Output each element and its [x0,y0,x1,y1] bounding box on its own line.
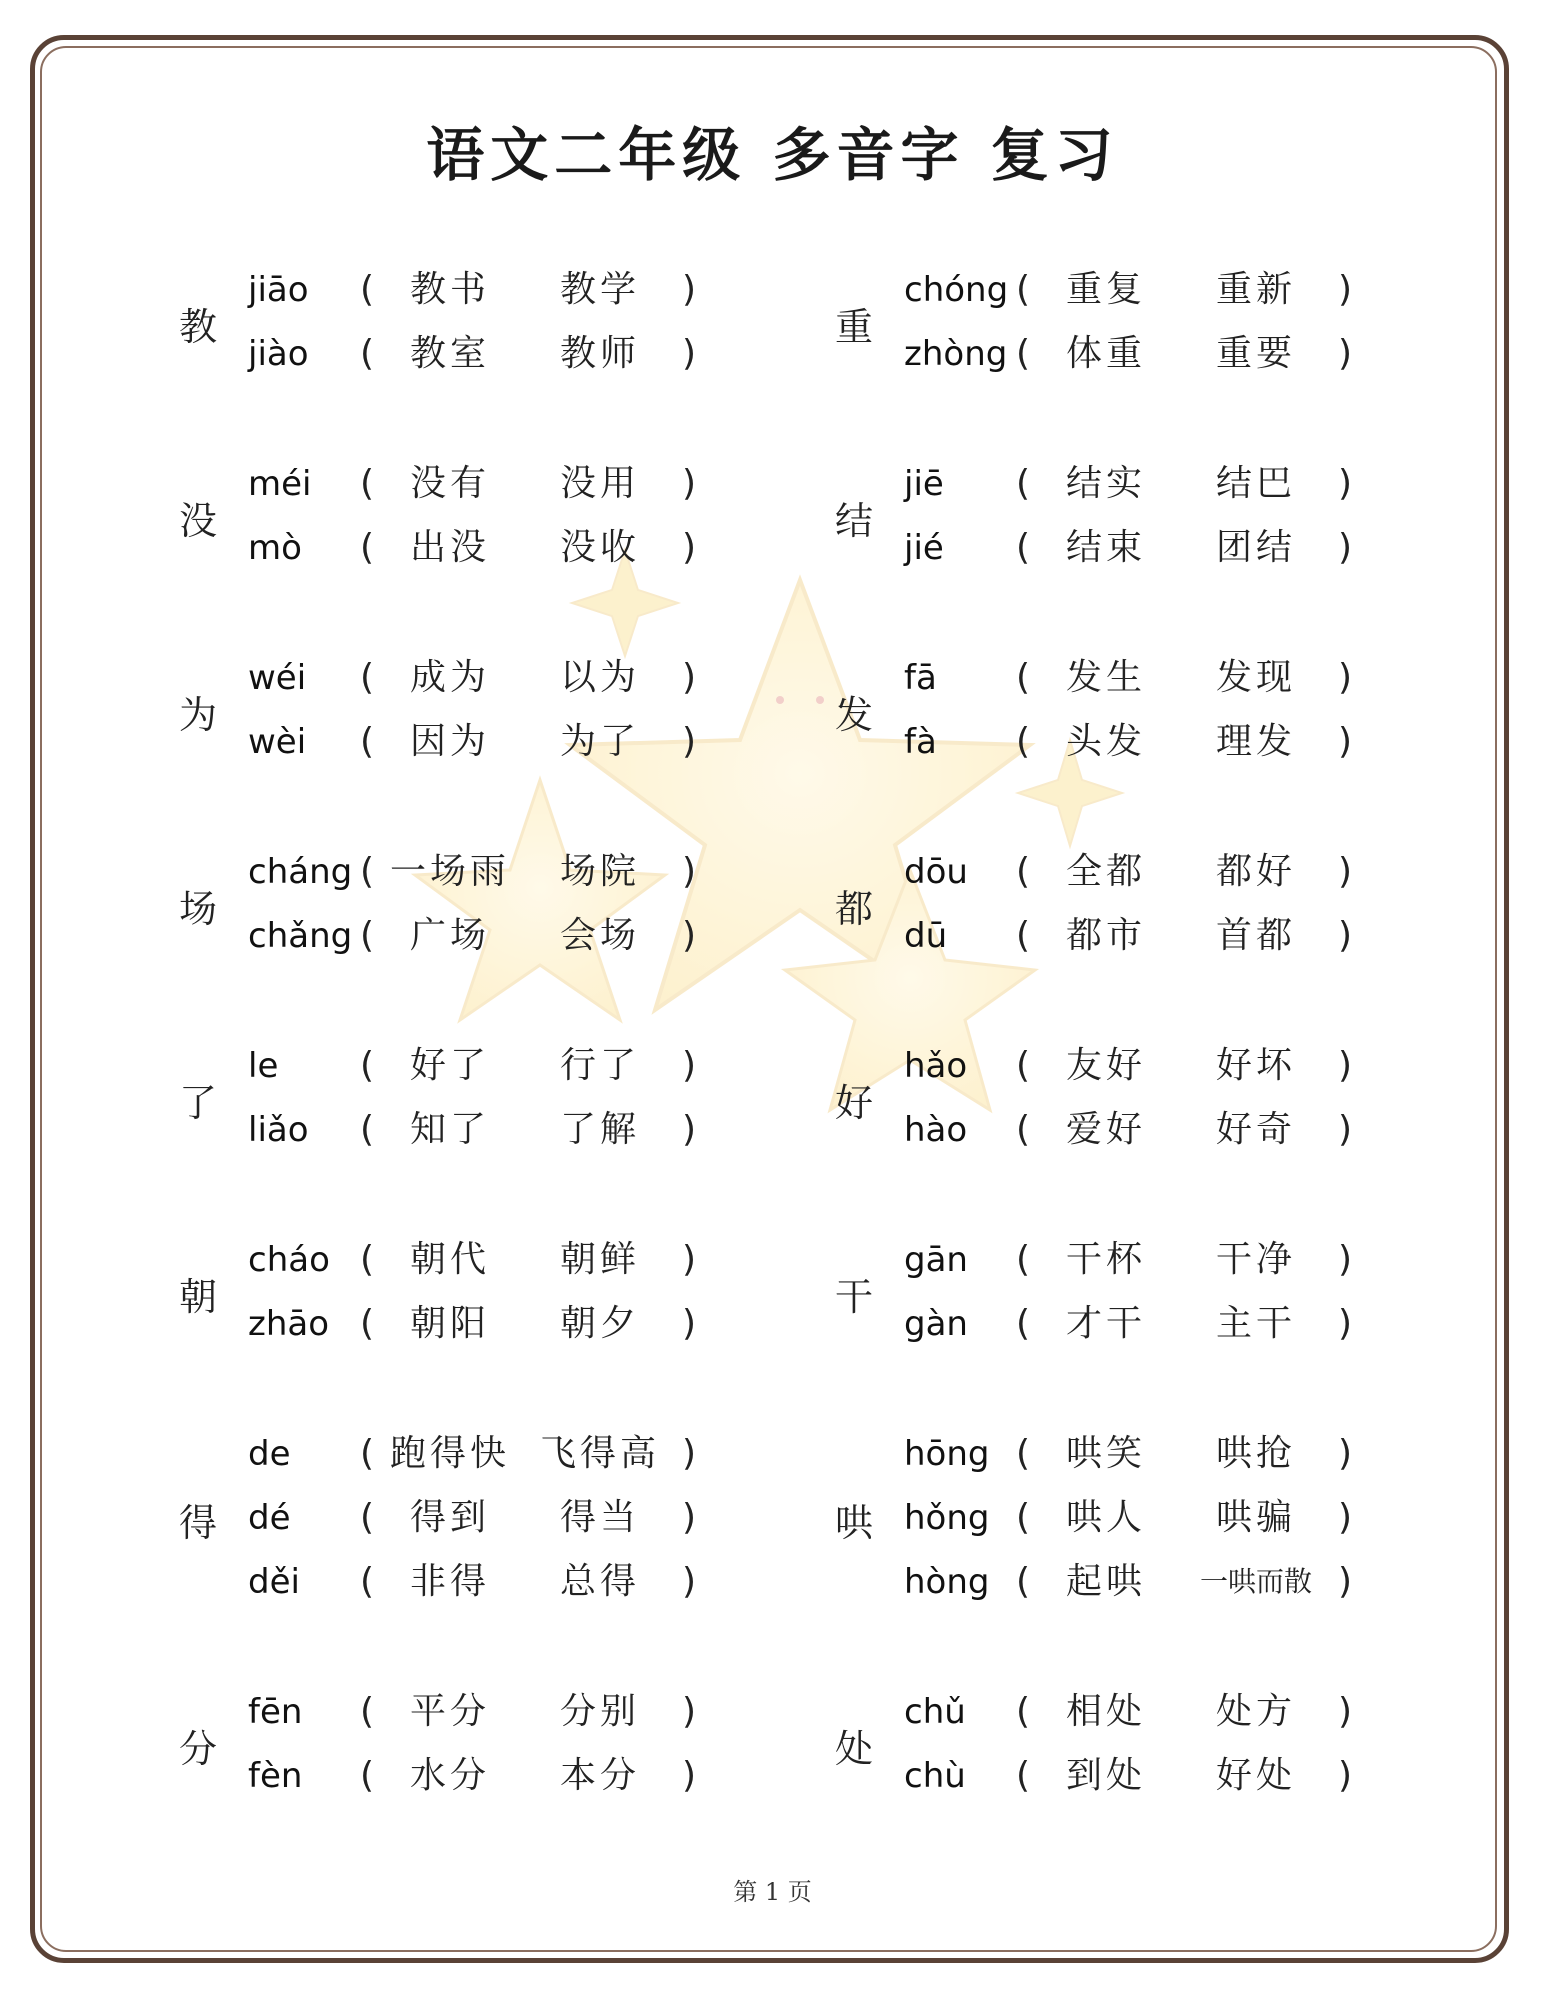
polyphonic-char: 教 [178,305,217,349]
polyphonic-char: 都 [834,887,873,931]
close-paren: ) [1338,851,1353,892]
example-word: 到处 [1065,1755,1146,1796]
polyphonic-char: 了 [178,1081,217,1125]
example-word: 会场 [559,915,640,956]
example-word: 哄骗 [1215,1497,1296,1538]
pinyin: hào [904,1110,968,1150]
polyphonic-char: 重 [834,305,873,349]
example-word: 好奇 [1215,1109,1296,1150]
reading-row [170,1098,730,1162]
close-paren: ) [682,463,697,504]
close-paren: ) [1338,721,1353,762]
reading-row [826,1422,1386,1486]
open-paren: ( [360,1433,375,1474]
pinyin: dōu [904,852,968,892]
pinyin: zhòng [904,334,1008,374]
example-word: 结巴 [1215,463,1296,504]
example-word: 教书 [409,269,490,310]
close-paren: ) [682,721,697,762]
reading-row [170,710,730,774]
open-paren: ( [360,1497,375,1538]
reading-row [170,1034,730,1098]
close-paren: ) [1338,1497,1353,1538]
example-word: 重要 [1215,333,1296,374]
pinyin: chóng [904,270,1009,310]
reading-row [826,1550,1386,1614]
open-paren: ( [1016,527,1031,568]
reading-row [826,710,1386,774]
polyphonic-char: 朝 [178,1275,217,1319]
example-word: 理发 [1215,721,1296,762]
example-word: 出没 [409,527,490,568]
example-word: 结实 [1065,463,1146,504]
pinyin: hǒng [904,1498,990,1538]
close-paren: ) [682,333,697,374]
example-word: 团结 [1215,527,1296,568]
close-paren: ) [682,1303,697,1344]
pinyin: de [248,1434,291,1474]
close-paren: ) [682,851,697,892]
example-word: 发现 [1215,657,1296,698]
pinyin: wéi [248,658,307,698]
open-paren: ( [1016,1691,1031,1732]
example-word: 平分 [409,1691,490,1732]
example-word: 非得 [409,1561,490,1602]
close-paren: ) [1338,269,1353,310]
example-word: 朝鲜 [559,1239,640,1280]
example-word: 跑得快 [390,1433,511,1474]
example-word: 处方 [1215,1691,1296,1732]
reading-row [826,1098,1386,1162]
polyphonic-char: 好 [834,1081,873,1125]
open-paren: ( [1016,1303,1031,1344]
pinyin: jié [904,528,944,568]
close-paren: ) [682,1691,697,1732]
polyphonic-char: 场 [178,887,217,931]
example-word: 爱好 [1065,1109,1146,1150]
example-word: 本分 [559,1755,640,1796]
open-paren: ( [1016,1433,1031,1474]
polyphonic-char: 处 [834,1727,873,1771]
pinyin: fà [904,722,937,762]
reading-row [170,1228,730,1292]
polyphonic-char: 结 [834,499,873,543]
example-word: 主干 [1215,1303,1296,1344]
example-word: 朝夕 [559,1303,640,1344]
open-paren: ( [1016,1755,1031,1796]
close-paren: ) [1338,915,1353,956]
reading-row [170,1744,730,1808]
example-word: 重新 [1215,269,1296,310]
reading-row [826,1744,1386,1808]
reading-row [826,904,1386,968]
pinyin: dé [248,1498,291,1538]
open-paren: ( [360,1109,375,1150]
polyphonic-char: 哄 [834,1501,873,1545]
example-word: 都好 [1215,851,1296,892]
example-word: 总得 [559,1561,640,1602]
reading-row [826,516,1386,580]
close-paren: ) [1338,333,1353,374]
example-word: 友好 [1065,1045,1146,1086]
pinyin: fēn [248,1692,303,1732]
reading-row [170,1292,730,1356]
page-title: 语文二年级 多音字 复习 [426,121,1119,189]
pinyin: gàn [904,1304,968,1344]
example-word: 一哄而散 [1199,1565,1312,1598]
open-paren: ( [1016,1109,1031,1150]
close-paren: ) [1338,1691,1353,1732]
reading-row [170,1486,730,1550]
open-paren: ( [1016,851,1031,892]
example-word: 一场雨 [390,851,511,892]
reading-row [826,646,1386,710]
pinyin: jiē [904,464,944,504]
example-word: 起哄 [1065,1561,1146,1602]
example-word: 得到 [409,1497,490,1538]
example-word: 干杯 [1065,1239,1146,1280]
reading-row [170,904,730,968]
example-word: 相处 [1065,1691,1146,1732]
open-paren: ( [1016,1561,1031,1602]
example-word: 成为 [409,657,490,698]
open-paren: ( [1016,1045,1031,1086]
example-word: 知了 [409,1109,490,1150]
example-word: 教师 [559,333,640,374]
pinyin: hòng [904,1562,990,1602]
close-paren: ) [1338,1109,1353,1150]
close-paren: ) [682,1755,697,1796]
close-paren: ) [1338,1755,1353,1796]
reading-row [826,840,1386,904]
close-paren: ) [1338,1433,1353,1474]
example-word: 因为 [409,721,490,762]
pinyin: hǎo [904,1046,968,1086]
pinyin: wèi [248,722,307,762]
close-paren: ) [682,1045,697,1086]
example-word: 广场 [409,915,490,956]
polyphonic-char: 发 [834,693,873,737]
polyphonic-char: 得 [178,1501,217,1545]
example-word: 朝代 [409,1239,490,1280]
example-word: 哄人 [1065,1497,1146,1538]
reading-row [170,452,730,516]
example-word: 哄笑 [1065,1433,1146,1474]
pinyin: jiào [248,334,309,374]
example-word: 教室 [409,333,490,374]
close-paren: ) [1338,527,1353,568]
example-word: 好处 [1215,1755,1296,1796]
example-word: 水分 [409,1755,490,1796]
open-paren: ( [1016,1497,1031,1538]
open-paren: ( [360,915,375,956]
example-word: 才干 [1065,1303,1146,1344]
example-word: 得当 [559,1497,640,1538]
open-paren: ( [360,463,375,504]
pinyin: děi [248,1562,300,1602]
reading-row [826,1486,1386,1550]
reading-row [826,1228,1386,1292]
polyphonic-char: 干 [834,1275,873,1319]
open-paren: ( [360,527,375,568]
example-word: 发生 [1065,657,1146,698]
page-number: 第 1 页 [733,1878,812,1906]
pinyin: cháng [248,852,353,892]
pinyin: liǎo [248,1110,309,1150]
reading-row [170,1422,730,1486]
close-paren: ) [1338,1303,1353,1344]
close-paren: ) [682,1561,697,1602]
pinyin: fā [904,658,937,698]
close-paren: ) [682,1239,697,1280]
example-word: 首都 [1215,915,1296,956]
example-word: 好了 [409,1045,490,1086]
open-paren: ( [360,851,375,892]
pinyin: hōng [904,1434,990,1474]
pinyin: dū [904,916,948,956]
example-word: 分别 [559,1691,640,1732]
example-word: 以为 [559,657,640,698]
close-paren: ) [682,657,697,698]
open-paren: ( [360,1755,375,1796]
example-word: 场院 [559,851,640,892]
open-paren: ( [360,1303,375,1344]
example-word: 干净 [1215,1239,1296,1280]
example-word: 头发 [1065,721,1146,762]
reading-row [170,322,730,386]
close-paren: ) [1338,1239,1353,1280]
example-word: 教学 [559,269,640,310]
pinyin: chǔ [904,1692,966,1732]
polyphonic-char: 没 [178,499,217,543]
open-paren: ( [360,269,375,310]
example-word: 朝阳 [409,1303,490,1344]
pinyin: le [248,1046,279,1086]
open-paren: ( [360,1045,375,1086]
close-paren: ) [682,1497,697,1538]
pinyin: zhāo [248,1304,330,1344]
reading-row [170,1680,730,1744]
example-word: 没用 [559,463,640,504]
polyphonic-char: 分 [178,1727,217,1771]
open-paren: ( [360,1239,375,1280]
open-paren: ( [360,1691,375,1732]
reading-row [826,1292,1386,1356]
example-word: 全都 [1065,851,1146,892]
example-word: 行了 [559,1045,640,1086]
close-paren: ) [682,269,697,310]
pinyin: mò [248,528,302,568]
open-paren: ( [1016,463,1031,504]
close-paren: ) [1338,463,1353,504]
example-word: 结束 [1065,527,1146,568]
open-paren: ( [1016,1239,1031,1280]
example-word: 飞得高 [540,1433,661,1474]
open-paren: ( [360,721,375,762]
example-word: 体重 [1065,333,1146,374]
close-paren: ) [1338,1045,1353,1086]
reading-row [826,258,1386,322]
reading-row [826,1034,1386,1098]
open-paren: ( [1016,915,1031,956]
open-paren: ( [1016,657,1031,698]
example-word: 重复 [1065,269,1146,310]
example-word: 了解 [559,1109,640,1150]
example-word: 没有 [409,463,490,504]
example-word: 没收 [559,527,640,568]
open-paren: ( [1016,333,1031,374]
reading-row [170,258,730,322]
pinyin: jiāo [248,270,309,310]
reading-row [826,1680,1386,1744]
close-paren: ) [682,1109,697,1150]
example-word: 为了 [559,721,640,762]
pinyin: chǎng [248,916,353,956]
example-word: 好坏 [1215,1045,1296,1086]
polyphonic-char: 为 [178,693,217,737]
example-word: 哄抢 [1215,1433,1296,1474]
open-paren: ( [1016,269,1031,310]
reading-row [826,322,1386,386]
close-paren: ) [682,915,697,956]
open-paren: ( [360,1561,375,1602]
reading-row [826,452,1386,516]
close-paren: ) [1338,1561,1353,1602]
pinyin: méi [248,464,312,504]
example-word: 都市 [1065,915,1146,956]
pinyin: chù [904,1756,966,1796]
close-paren: ) [682,1433,697,1474]
reading-row [170,1550,730,1614]
reading-row [170,516,730,580]
reading-row [170,646,730,710]
close-paren: ) [682,527,697,568]
reading-row [170,840,730,904]
open-paren: ( [360,333,375,374]
open-paren: ( [360,657,375,698]
close-paren: ) [1338,657,1353,698]
pinyin: gān [904,1240,968,1280]
pinyin: cháo [248,1240,330,1280]
pinyin: fèn [248,1756,303,1796]
open-paren: ( [1016,721,1031,762]
